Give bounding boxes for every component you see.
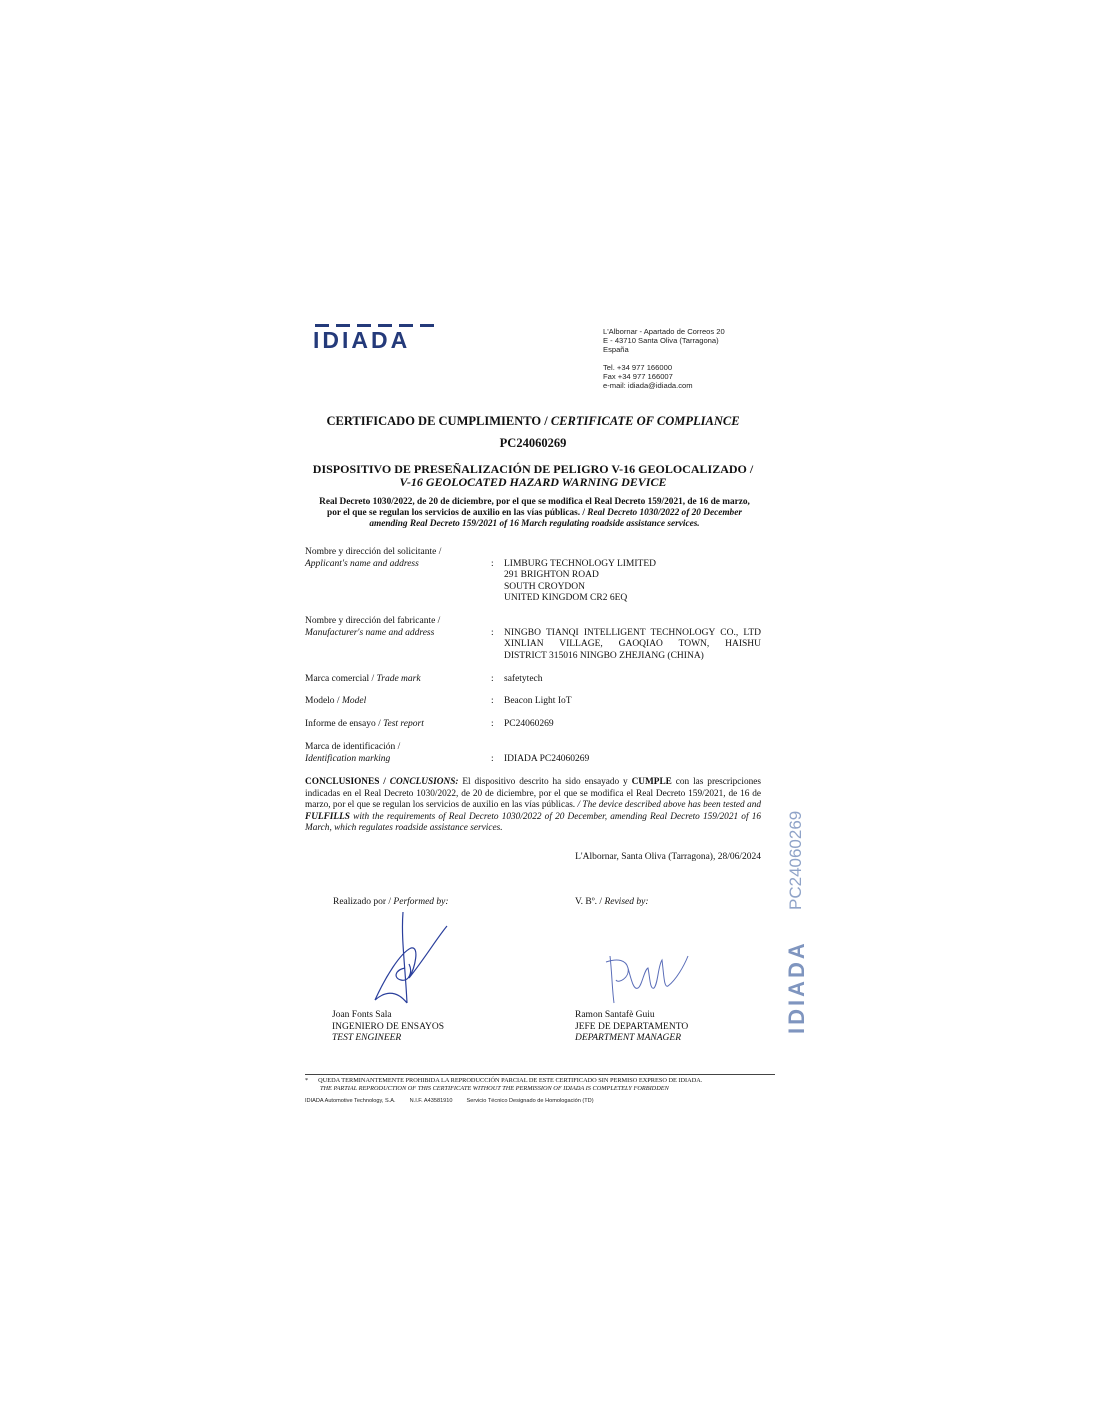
side-logo-text: IDIADA (784, 940, 809, 1034)
title-es: CERTIFICADO DE CUMPLIMIENTO (326, 414, 542, 428)
reviser-role-es: JEFE DE DEPARTAMENTO (575, 1021, 689, 1032)
regulation-text (312, 497, 757, 530)
value-line: 291 BRIGHTON ROAD (504, 570, 599, 581)
value-line: NINGBO TIANQI INTELLIGENT TECHNOLOGY CO., LTD (504, 627, 761, 638)
test-report-label (305, 719, 487, 731)
identification-value: IDIADA PC24060269 (504, 753, 590, 764)
title-sep: / (541, 414, 551, 428)
performer-name: Joan Fonts Sala (332, 1010, 392, 1020)
identification-row (305, 742, 761, 766)
conclusions-text-en: with the requirements of Real Decreto 1030/2022 of 20 December, amending Real Decreto 159/2021 of 16 March, which regulates roadside assistance services. (305, 811, 761, 834)
applicant-value (504, 559, 761, 605)
footer-notice-es (305, 1077, 702, 1085)
label-es: Nombre y dirección del solicitante / (305, 547, 442, 557)
address-line: España (603, 345, 629, 355)
colon: : (491, 558, 494, 569)
test-report-value: PC24060269 (504, 719, 554, 729)
footer-service: Servicio Técnico Designado de Homologación (TD) (466, 1098, 594, 1104)
conclusions-text-en: / The device described above has been tested and (577, 800, 761, 811)
reviser-role-en: DEPARTMENT MANAGER (575, 1033, 681, 1044)
side-code-text: PC24060269 (786, 810, 805, 910)
revised-by-label (575, 897, 648, 909)
performed-by-label (333, 897, 449, 909)
revised-by-block (575, 1010, 688, 1045)
footer-company-line (305, 1098, 594, 1104)
model-value: Beacon Light IoT (504, 696, 572, 706)
value-line: UNITED KINGDOM CR2 6EQ (504, 593, 628, 604)
value-line: XINLIAN VILLAGE, GAOQIAO TOWN, HAISHU (504, 639, 761, 650)
place-date: L'Albornar, Santa Oliva (Tarragona), 28/06/2024 (575, 852, 761, 862)
label-es: Marca comercial / (305, 674, 377, 684)
label-es: Realizado por / (333, 897, 394, 907)
address-line: L'Albornar - Apartado de Correos 20 (603, 327, 725, 336)
label-en: Performed by: (393, 897, 449, 907)
title-en: CERTIFICATE OF COMPLIANCE (550, 414, 740, 428)
contact-phone: Tel. +34 977 166000 (603, 362, 673, 372)
label-en: Trade mark (376, 674, 421, 684)
conclusions-label-en: CONCLUSIONS: (389, 777, 459, 787)
label-es: Nombre y dirección del fabricante / (305, 616, 441, 626)
label-es: Marca de identificación / (305, 742, 401, 752)
contact-fax: Fax +34 977 166007 (603, 371, 673, 381)
footer-company: IDIADA Automotive Technology, S.A. (305, 1098, 396, 1104)
label-en: Revised by: (604, 897, 649, 907)
footer-divider (305, 1074, 775, 1075)
conclusions-sep: / (379, 777, 390, 787)
trademark-value: safetytech (504, 674, 543, 684)
conclusions-cumple: CUMPLE (631, 777, 672, 787)
footer-mark: * (305, 1077, 309, 1084)
identification-label (305, 742, 487, 765)
label-es: V. Bº. / (575, 897, 605, 907)
colon: : (491, 753, 494, 764)
device-title-es: DISPOSITIVO DE PRESEÑALIZACIÓN DE PELIGRO V-16 GEOLOCALIZADO / (312, 462, 754, 476)
footer-es: QUEDA TERMINANTEMENTE PROHIBIDA LA REPRODUCCIÓN PARCIAL DE ESTE CERTIFICADO SIN PERMISO EXPRESO DE IDIADA. (318, 1077, 703, 1084)
label-es: Modelo / (305, 696, 342, 706)
trademark-row (305, 674, 761, 686)
label-en: Test report (383, 719, 424, 729)
value-line: SOUTH CROYDON (504, 581, 586, 592)
label-en: Identification marking (305, 753, 391, 764)
manufacturer-value (504, 628, 761, 663)
applicant-row (305, 547, 761, 607)
logo-text: IDIADA (313, 327, 411, 353)
performer-role-es: INGENIERO DE ENSAYOS (332, 1021, 445, 1032)
label-en: Applicant's name and address (305, 558, 419, 569)
label-es: Informe de ensayo / (305, 719, 384, 729)
colon: : (491, 719, 494, 729)
regulation-en: Real Decreto 1030/2022 of 20 December amending Real Decreto 159/2021 of 16 March regulating roadside assistance services. (369, 508, 742, 529)
conclusions-label-es: CONCLUSIONES (305, 777, 380, 787)
conclusions-text: con las prescripciones indicadas en el Real Decreto 1030/2022, de 20 de diciembre, por el que se modifica el Real Decreto 159/2021, de 16 de marzo, por el que se regulan los servicios de auxilio en las vías públicas. (305, 777, 761, 811)
regulation-es: Real Decreto 1030/2022, de 20 de diciembre, por el que se modifica el Real Decreto 159/2021, de 16 de marzo, por el que se regulan los servicios de auxilio en las vías públicas. / (319, 497, 750, 518)
performer-role-en: TEST ENGINEER (332, 1033, 402, 1044)
trademark-label (305, 674, 487, 686)
idiada-logo (313, 324, 439, 354)
footer-nif: N.I.F. A43581910 (409, 1098, 453, 1104)
model-label (305, 696, 487, 708)
model-row (305, 696, 761, 708)
footer-notice-en: THE PARTIAL REPRODUCTION OF THIS CERTIFICATE WITHOUT THE PERMISSION OF IDIADA IS COMPLETELY FORBIDDEN (320, 1085, 669, 1092)
value-line: LIMBURG TECHNOLOGY LIMITED (504, 558, 656, 569)
certificate-number: PC24060269 (499, 436, 567, 450)
colon: : (491, 696, 494, 706)
conclusions-text: El dispositivo descrito ha sido ensayado y (458, 777, 632, 787)
side-idiada-logo (780, 922, 810, 1037)
colon: : (491, 627, 494, 638)
reviser-name: Ramon Santafè Guiu (575, 1010, 655, 1020)
colon: : (491, 674, 494, 684)
label-en: Manufacturer's name and address (305, 627, 435, 638)
device-title (305, 463, 761, 489)
side-certificate-code (780, 800, 810, 910)
conclusions-fulfills: FULFILLS (305, 811, 350, 822)
performed-by-block (332, 1010, 444, 1045)
manufacturer-row (305, 616, 761, 666)
contact-email: e-mail: idiada@idiada.com (603, 381, 693, 391)
applicant-label (305, 547, 487, 570)
certificate-title (305, 414, 761, 429)
address-line: E - 43710 Santa Oliva (Tarragona) (603, 336, 719, 346)
label-en: Model (341, 696, 367, 706)
device-title-en: V-16 GEOLOCATED HAZARD WARNING DEVICE (399, 475, 667, 489)
conclusions-paragraph (305, 777, 761, 835)
signature-performed (365, 908, 455, 1008)
address-block (603, 327, 725, 390)
value-line: DISTRICT 315016 NINGBO ZHEJIANG (CHINA) (504, 650, 704, 661)
test-report-row (305, 719, 761, 731)
signature-revised (598, 948, 693, 1008)
manufacturer-label (305, 616, 487, 639)
